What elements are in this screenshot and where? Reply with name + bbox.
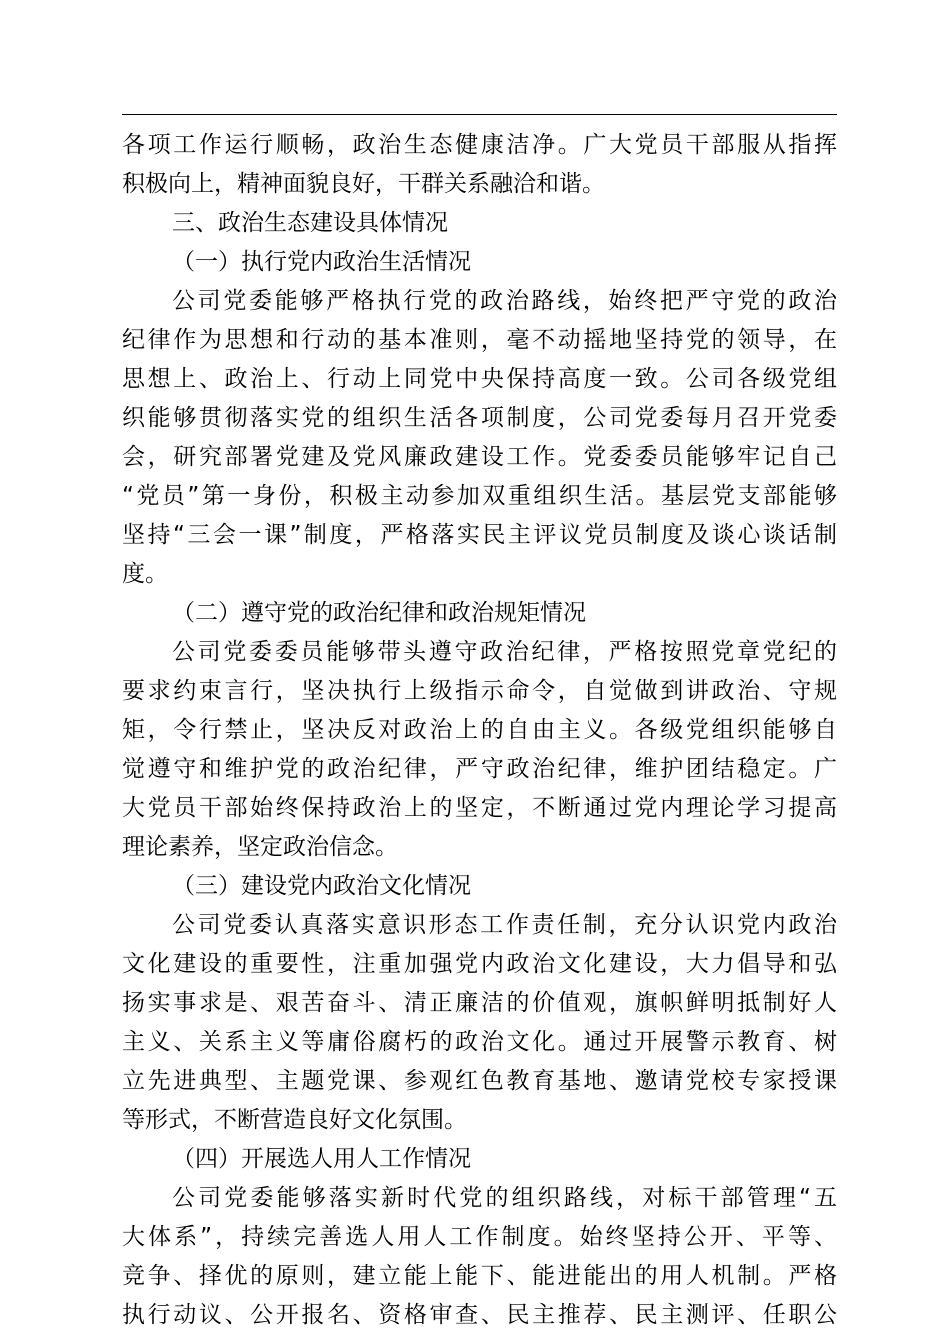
paragraph-line: 大党员干部始终保持政治上的坚定，不断通过党内理论学习提高 — [122, 795, 837, 821]
paragraph-line: 理论素养，坚定政治信念。 — [122, 834, 398, 860]
paragraph-line: 积极向上，精神面貌良好，干群关系融洽和谐。 — [122, 171, 605, 197]
paragraph-line: 立先进典型、主题党课、参观红色教育基地、邀请党校专家授课 — [122, 1068, 837, 1094]
paragraph-line: 扬实事求是、艰苦奋斗、清正廉洁的价值观，旗帜鲜明抵制好人 — [122, 990, 837, 1016]
paragraph-line: 公司党委能够严格执行党的政治路线，始终把严守党的政治 — [172, 288, 837, 314]
paragraph-line: 矩，令行禁止，坚决反对政治上的自由主义。各级党组织能够自 — [122, 717, 837, 743]
paragraph-line: 纪律作为思想和行动的基本准则，毫不动摇地坚持党的领导，在 — [122, 327, 837, 353]
subsection-heading: （二）遵守党的政治纪律和政治规矩情况 — [172, 600, 586, 626]
paragraph-line: 公司党委认真落实意识形态工作责任制，充分认识党内政治 — [172, 912, 837, 938]
paragraph-line: 坚持“三会一课”制度，严格落实民主评议党员制度及谈心谈话制 — [122, 522, 837, 548]
paragraph-line: 执行动议、公开报名、资格审查、民主推荐、民主测评、任职公 — [122, 1302, 837, 1328]
paragraph-line: 等形式，不断营造良好文化氛围。 — [122, 1107, 467, 1133]
paragraph-line: 觉遵守和维护党的政治纪律，严守政治纪律，维护团结稳定。广 — [122, 756, 837, 782]
paragraph-line: 主义、关系主义等庸俗腐朽的政治文化。通过开展警示教育、树 — [122, 1029, 837, 1055]
paragraph-line: 公司党委能够落实新时代党的组织路线，对标干部管理“五 — [172, 1185, 837, 1211]
subsection-heading: （一）执行党内政治生活情况 — [172, 249, 471, 275]
paragraph-line: 公司党委委员能够带头遵守政治纪律，严格按照党章党纪的 — [172, 639, 837, 665]
paragraph-line: 度。 — [122, 561, 168, 587]
section-heading: 三、政治生态建设具体情况 — [172, 210, 448, 236]
header-divider — [122, 114, 837, 115]
paragraph-line: 大体系”，持续完善选人用人工作制度。始终坚持公开、平等、 — [122, 1224, 837, 1250]
paragraph-line: 要求约束言行，坚决执行上级指示命令，自觉做到讲政治、守规 — [122, 678, 837, 704]
subsection-heading: （四）开展选人用人工作情况 — [172, 1146, 471, 1172]
paragraph-line: 文化建设的重要性，注重加强党内政治文化建设，大力倡导和弘 — [122, 951, 837, 977]
paragraph-line: 竞争、择优的原则，建立能上能下、能进能出的用人机制。严格 — [122, 1263, 837, 1289]
paragraph-line: 织能够贯彻落实党的组织生活各项制度，公司党委每月召开党委 — [122, 405, 837, 431]
paragraph-line: “党员”第一身份，积极主动参加双重组织生活。基层党支部能够 — [122, 483, 837, 509]
paragraph-line: 各项工作运行顺畅，政治生态健康洁净。广大党员干部服从指挥 — [122, 132, 837, 158]
document-body — [122, 126, 842, 1335]
paragraph-line: 思想上、政治上、行动上同党中央保持高度一致。公司各级党组 — [122, 366, 837, 392]
paragraph-line: 会，研究部署党建及党风廉政建设工作。党委委员能够牢记自己 — [122, 444, 837, 470]
subsection-heading: （三）建设党内政治文化情况 — [172, 873, 471, 899]
